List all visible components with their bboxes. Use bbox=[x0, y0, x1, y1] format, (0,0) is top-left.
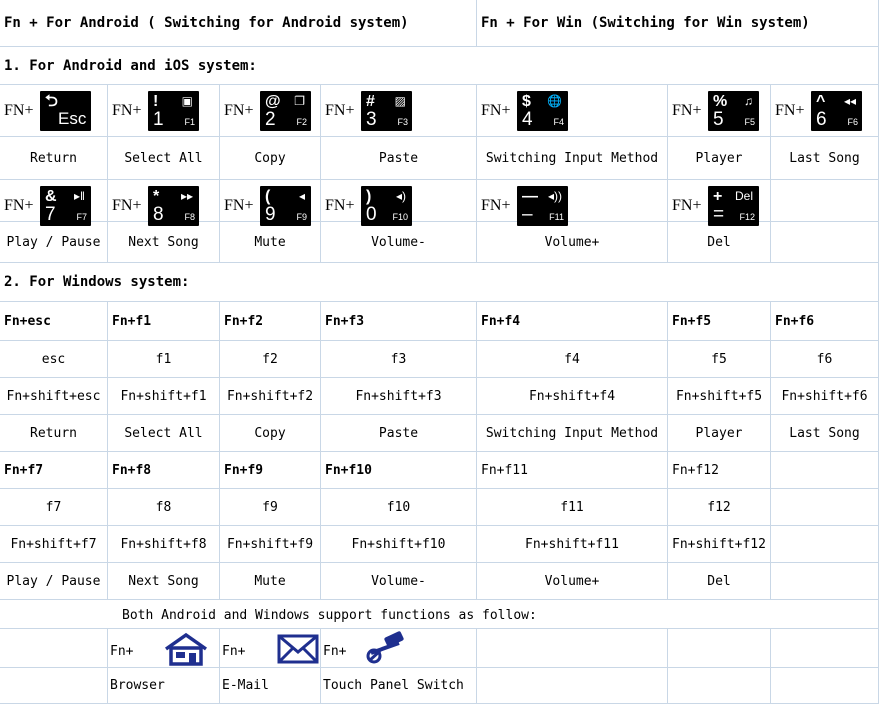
empty-cell bbox=[771, 563, 879, 600]
keycap-top: — bbox=[522, 188, 538, 205]
keycap-fkey: F9 bbox=[296, 212, 307, 222]
keycap-bottom: 6 bbox=[816, 109, 827, 130]
win-shift-function: Next Song bbox=[108, 563, 220, 600]
keycap-fkey: F7 bbox=[76, 212, 87, 222]
fn-label: Fn+ bbox=[222, 644, 246, 659]
win-shift-combo: Fn+shift+f4 bbox=[477, 378, 668, 415]
win-key-combo: Fn+f6 bbox=[771, 302, 879, 341]
win-shift-function: Copy bbox=[220, 415, 321, 452]
footer-icon-cell bbox=[321, 629, 477, 668]
keycap-top: * bbox=[153, 188, 160, 205]
win-function: f4 bbox=[477, 341, 668, 378]
function-label: Mute bbox=[220, 222, 321, 263]
key-cell bbox=[0, 85, 108, 137]
keycap-function-icon: ◂◂ bbox=[843, 94, 856, 108]
keycap-bottom: 2 bbox=[265, 109, 276, 130]
footer-icon-cell bbox=[108, 629, 220, 668]
fn-label: Fn+ bbox=[110, 644, 134, 659]
win-shift-combo: Fn+shift+f10 bbox=[321, 526, 477, 563]
function-label: Return bbox=[0, 137, 108, 180]
keycap-icon bbox=[361, 186, 412, 226]
win-key-combo: Fn+f3 bbox=[321, 302, 477, 341]
key-cell bbox=[668, 85, 771, 137]
win-function: f2 bbox=[220, 341, 321, 378]
keycap-top: ^ bbox=[816, 93, 826, 110]
keycap-icon bbox=[361, 91, 412, 131]
win-key-combo: Fn+esc bbox=[0, 302, 108, 341]
keycap-bottom: 7 bbox=[45, 204, 56, 225]
keycap-bottom: 1 bbox=[153, 109, 164, 130]
fn-label: FN+ bbox=[325, 197, 355, 214]
win-shift-combo: Fn+shift+esc bbox=[0, 378, 108, 415]
win-function: f10 bbox=[321, 489, 477, 526]
empty-cell bbox=[668, 668, 771, 704]
key-cell bbox=[477, 85, 668, 137]
win-function: f11 bbox=[477, 489, 668, 526]
win-shift-function: Volume- bbox=[321, 563, 477, 600]
fn-label: FN+ bbox=[481, 102, 511, 119]
keycap-function-icon: Del bbox=[734, 189, 753, 203]
win-shift-function: Play / Pause bbox=[0, 563, 108, 600]
keycap-fkey: F6 bbox=[847, 117, 858, 127]
keycap-function-icon: ▨ bbox=[394, 94, 406, 108]
keycap-icon bbox=[148, 91, 199, 131]
keycap-function-icon: ▸▸ bbox=[180, 189, 193, 203]
keycap-top: ( bbox=[265, 188, 271, 205]
win-key-combo: Fn+f10 bbox=[321, 452, 477, 489]
win-shift-combo: Fn+shift+f2 bbox=[220, 378, 321, 415]
win-shift-function: Switching Input Method bbox=[477, 415, 668, 452]
empty-cell bbox=[0, 629, 108, 668]
key-cell bbox=[321, 85, 477, 137]
fn-label: FN+ bbox=[224, 197, 254, 214]
win-function: f5 bbox=[668, 341, 771, 378]
function-label: Copy bbox=[220, 137, 321, 180]
keycap-icon bbox=[260, 91, 311, 131]
win-shift-combo: Fn+shift+f3 bbox=[321, 378, 477, 415]
keycap-bottom: 9 bbox=[265, 204, 276, 225]
keycap-fkey: F8 bbox=[184, 212, 195, 222]
keycap-bottom: 0 bbox=[366, 204, 377, 225]
keycap-fkey: F2 bbox=[296, 117, 307, 127]
function-label: Player bbox=[668, 137, 771, 180]
key-cell bbox=[0, 180, 108, 225]
key-cell bbox=[771, 85, 879, 137]
keycap-bottom: 8 bbox=[153, 204, 164, 225]
keycap-top: ! bbox=[153, 93, 159, 110]
fn-label: FN+ bbox=[112, 197, 142, 214]
keycap-bottom: Esc bbox=[58, 109, 87, 128]
empty-cell bbox=[771, 668, 879, 704]
function-label: Del bbox=[668, 222, 771, 263]
win-function: f12 bbox=[668, 489, 771, 526]
win-header: Fn + For Win (Switching for Win system) bbox=[477, 0, 879, 47]
function-label: Play / Pause bbox=[0, 222, 108, 263]
key-cell bbox=[220, 85, 321, 137]
win-function: f9 bbox=[220, 489, 321, 526]
keycap-fkey: F5 bbox=[744, 117, 755, 127]
empty-cell bbox=[668, 629, 771, 668]
keycap-function-icon: ❐ bbox=[294, 94, 305, 108]
footer-icon-cell bbox=[220, 629, 321, 668]
keycap-function-icon: ▸‖ bbox=[74, 189, 85, 203]
touchpad-switch-icon bbox=[363, 631, 411, 667]
function-label: Switching Input Method bbox=[477, 137, 668, 180]
win-shift-combo: Fn+shift+f6 bbox=[771, 378, 879, 415]
win-shift-combo: Fn+shift+f1 bbox=[108, 378, 220, 415]
function-label: Volume+ bbox=[477, 222, 668, 263]
keycap-fkey: F4 bbox=[553, 117, 564, 127]
keycap-function-icon: ◂)) bbox=[547, 189, 562, 203]
function-label: Last Song bbox=[771, 137, 879, 180]
keycap-top: % bbox=[713, 93, 728, 110]
fn-label: FN+ bbox=[112, 102, 142, 119]
win-shift-combo: Fn+shift+f11 bbox=[477, 526, 668, 563]
footer-function-label: Browser bbox=[108, 668, 220, 704]
key-cell bbox=[108, 180, 220, 225]
keycap-top: + bbox=[713, 188, 723, 205]
key-cell bbox=[321, 180, 477, 225]
footer-note: Both Android and Windows support functions as follow: bbox=[122, 608, 537, 623]
footer-note-row bbox=[0, 600, 879, 629]
keycap-fkey: F1 bbox=[184, 117, 195, 127]
win-shift-function: Paste bbox=[321, 415, 477, 452]
win-shift-function: Player bbox=[668, 415, 771, 452]
keycap-top: ) bbox=[366, 188, 372, 205]
key-cell bbox=[477, 180, 668, 225]
keycap-top: & bbox=[45, 188, 57, 205]
keycap-bottom: – bbox=[522, 204, 533, 225]
keycap-icon bbox=[517, 186, 568, 226]
keycap-fkey: F3 bbox=[397, 117, 408, 127]
android-header: Fn + For Android ( Switching for Android system) bbox=[0, 0, 477, 47]
keycap-top: # bbox=[366, 93, 375, 110]
envelope-icon bbox=[274, 631, 322, 667]
footer-function-label: Touch Panel Switch bbox=[321, 668, 477, 704]
keycap-icon bbox=[260, 186, 311, 226]
fn-label: FN+ bbox=[672, 102, 702, 119]
win-key-combo: Fn+f8 bbox=[108, 452, 220, 489]
win-shift-combo: Fn+shift+f9 bbox=[220, 526, 321, 563]
win-key-combo: Fn+f2 bbox=[220, 302, 321, 341]
keycap-top: ⮌ bbox=[45, 93, 58, 110]
key-cell bbox=[668, 180, 771, 225]
fn-label: FN+ bbox=[481, 197, 511, 214]
keycap-bottom: 3 bbox=[366, 109, 377, 130]
win-shift-function: Return bbox=[0, 415, 108, 452]
keycap-icon bbox=[40, 91, 91, 131]
win-function: esc bbox=[0, 341, 108, 378]
win-function: f3 bbox=[321, 341, 477, 378]
empty-cell bbox=[771, 222, 879, 263]
keycap-top: $ bbox=[522, 93, 531, 110]
keycap-bottom: 5 bbox=[713, 109, 724, 130]
fn-label: FN+ bbox=[672, 197, 702, 214]
empty-cell bbox=[477, 629, 668, 668]
keycap-bottom: = bbox=[713, 204, 725, 225]
keycap-icon bbox=[708, 186, 759, 226]
win-key-combo: Fn+f5 bbox=[668, 302, 771, 341]
empty-cell bbox=[0, 668, 108, 704]
win-key-combo: Fn+f4 bbox=[477, 302, 668, 341]
win-shift-combo: Fn+shift+f8 bbox=[108, 526, 220, 563]
key-cell bbox=[220, 180, 321, 225]
keycap-top: @ bbox=[265, 93, 281, 110]
empty-cell bbox=[771, 452, 879, 489]
keycap-function-icon: ♫ bbox=[744, 94, 753, 108]
win-shift-function: Mute bbox=[220, 563, 321, 600]
keycap-icon bbox=[148, 186, 199, 226]
empty-cell bbox=[771, 180, 879, 222]
keycap-function-icon: ▣ bbox=[181, 94, 193, 108]
keycap-function-icon: 🌐 bbox=[547, 94, 562, 108]
keycap-function-icon: ◂) bbox=[395, 189, 406, 203]
keycap-icon bbox=[708, 91, 759, 131]
fn-label: FN+ bbox=[224, 102, 254, 119]
section-title: 1. For Android and iOS system: bbox=[0, 47, 879, 85]
function-label: Volume- bbox=[321, 222, 477, 263]
keycap-function-icon: ◂ bbox=[298, 189, 305, 203]
empty-cell bbox=[771, 629, 879, 668]
win-key-combo: Fn+f7 bbox=[0, 452, 108, 489]
empty-cell bbox=[771, 489, 879, 526]
fn-label: FN+ bbox=[4, 197, 34, 214]
empty-cell bbox=[477, 668, 668, 704]
win-key-combo: Fn+f9 bbox=[220, 452, 321, 489]
win-key-combo: Fn+f11 bbox=[477, 452, 668, 489]
keycap-bottom: 4 bbox=[522, 109, 533, 130]
section-title: 2. For Windows system: bbox=[0, 263, 879, 302]
win-shift-function: Last Song bbox=[771, 415, 879, 452]
fn-label: FN+ bbox=[775, 102, 805, 119]
keycap-icon bbox=[811, 91, 862, 131]
win-key-combo: Fn+f1 bbox=[108, 302, 220, 341]
win-shift-function: Del bbox=[668, 563, 771, 600]
win-shift-combo: Fn+shift+f5 bbox=[668, 378, 771, 415]
keycap-icon bbox=[40, 186, 91, 226]
footer-function-label: E-Mail bbox=[220, 668, 321, 704]
keycap-fkey: F11 bbox=[549, 212, 564, 222]
win-shift-function: Volume+ bbox=[477, 563, 668, 600]
fn-label: Fn+ bbox=[323, 644, 347, 659]
win-key-combo: Fn+f12 bbox=[668, 452, 771, 489]
win-shift-combo: Fn+shift+f7 bbox=[0, 526, 108, 563]
key-cell bbox=[108, 85, 220, 137]
house-icon bbox=[162, 631, 210, 667]
keycap-fkey: F10 bbox=[392, 212, 408, 222]
win-shift-combo: Fn+shift+f12 bbox=[668, 526, 771, 563]
win-function: f1 bbox=[108, 341, 220, 378]
function-label: Next Song bbox=[108, 222, 220, 263]
function-label: Select All bbox=[108, 137, 220, 180]
win-function: f7 bbox=[0, 489, 108, 526]
win-function: f6 bbox=[771, 341, 879, 378]
empty-cell bbox=[771, 526, 879, 563]
fn-label: FN+ bbox=[4, 102, 34, 119]
function-label: Paste bbox=[321, 137, 477, 180]
keycap-icon bbox=[517, 91, 568, 131]
keycap-fkey: F12 bbox=[739, 212, 755, 222]
fn-label: FN+ bbox=[325, 102, 355, 119]
win-function: f8 bbox=[108, 489, 220, 526]
win-shift-function: Select All bbox=[108, 415, 220, 452]
